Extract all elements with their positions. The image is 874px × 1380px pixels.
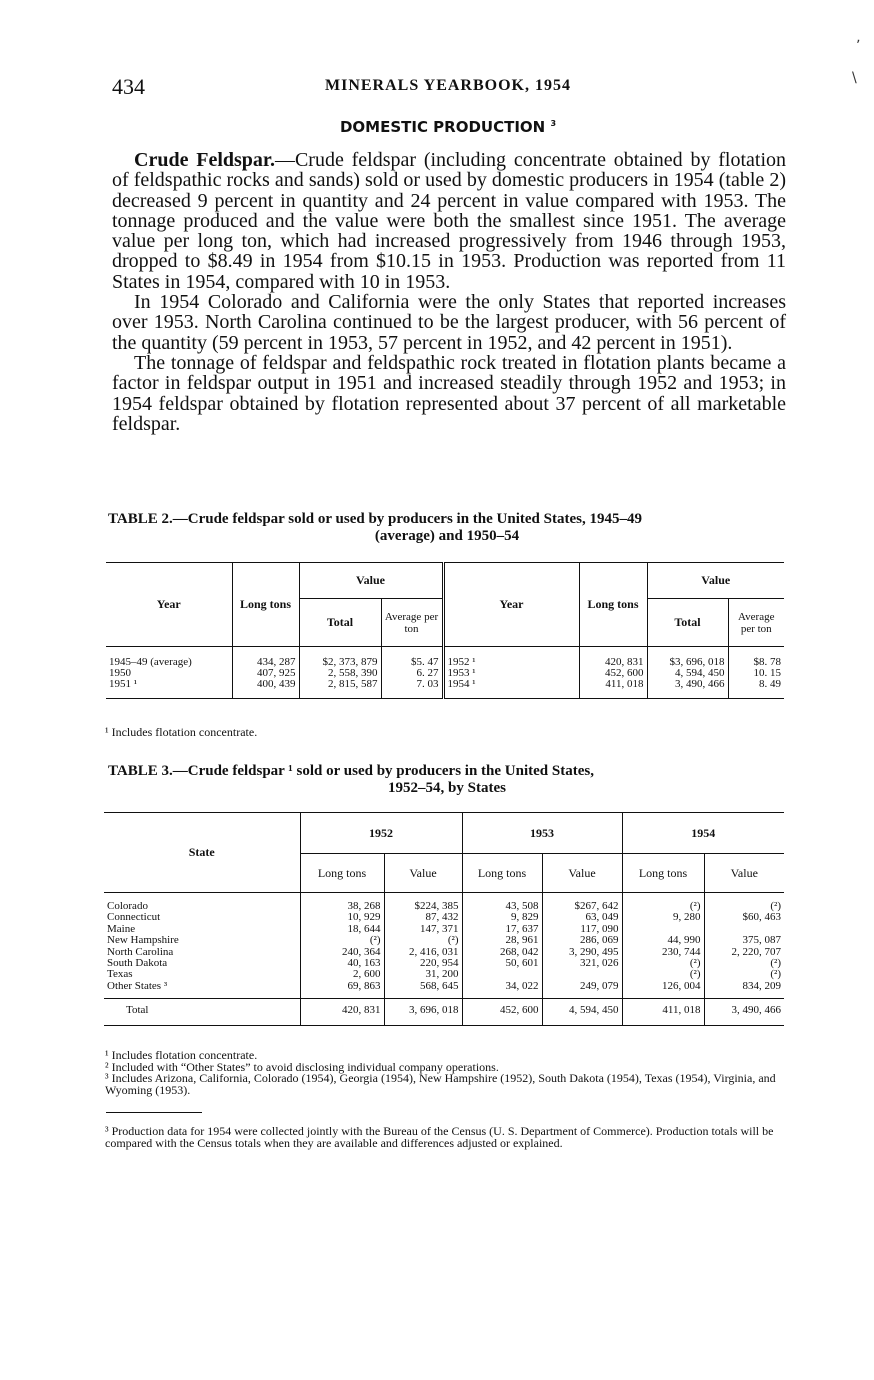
cell-total: $2, 373, 879: [299, 647, 381, 669]
cell-state: Other States ³: [107, 979, 168, 992]
col-long-tons-1952: Long tons: [300, 854, 384, 893]
table3-body: [104, 893, 784, 999]
col-long-tons-1953: Long tons: [462, 854, 542, 893]
col-average-right: Average per ton: [728, 599, 784, 647]
scan-mark: \: [852, 70, 857, 86]
cell-avg: $8. 78: [728, 647, 784, 669]
cell-t52: 240, 364: [300, 947, 384, 958]
col-long-tons-right: Long tons: [579, 563, 647, 647]
table3-footnote-3: ³ Includes Arizona, California, Colorado (1954), Georgia (1954), New Hampshire (1952), South Dakota (1954), Texas (1954), Virginia, and Wyoming (1953).: [105, 1071, 776, 1097]
col-value-1953: Value: [542, 854, 622, 893]
cell-v52: (²): [384, 935, 462, 946]
col-value-1952: Value: [384, 854, 462, 893]
cell-state: Maine: [107, 922, 136, 935]
cell-v52: 31, 200: [384, 969, 462, 980]
cell-year: 1945–49 (average): [109, 656, 192, 668]
cell-tons: 420, 831: [579, 647, 647, 669]
cell-state: North Carolina: [107, 945, 174, 958]
table2-caption: [108, 511, 786, 545]
cell-v54: (²): [704, 958, 784, 969]
col-state: State: [104, 813, 300, 893]
cell-t52: 38, 268: [300, 893, 384, 913]
table-row: [106, 679, 784, 699]
cell-t52: 69, 863: [300, 981, 384, 999]
col-long-tons-1954: Long tons: [622, 854, 704, 893]
cell-state: Colorado: [107, 900, 148, 912]
cell-year: 1951 ¹: [109, 678, 138, 690]
col-total-right: Total: [647, 599, 728, 647]
cell-year: 1950: [109, 667, 131, 679]
table-row: [104, 935, 784, 946]
cell-total: $3, 696, 018: [647, 647, 728, 669]
cell-state: Texas: [107, 968, 133, 981]
cell-v53: 249, 079: [542, 981, 622, 999]
cell-total: 3, 490, 466: [647, 679, 728, 699]
cell-v53: 321, 026: [542, 958, 622, 969]
cell-t52: 10, 929: [300, 912, 384, 923]
cell-t54: 411, 018: [622, 999, 704, 1025]
page-number: 434: [112, 74, 145, 99]
section-title-text: DOMESTIC PRODUCTION: [339, 118, 546, 136]
col-total: Total: [299, 599, 381, 647]
cell-t53: 17, 637: [462, 924, 542, 935]
cell-tons: 452, 600: [579, 668, 647, 679]
cell-year: 1952 ¹: [443, 647, 579, 669]
running-head: MINERALS YEARBOOK, 1954: [325, 77, 571, 94]
table-row: [104, 981, 784, 999]
footnote-rule: [106, 1112, 202, 1113]
table3: [104, 812, 784, 1026]
section-title: [112, 118, 784, 136]
table2-caption-line2: (average) and 1950–54: [374, 528, 520, 544]
table3-footnote-2: ² Included with “Other States” to avoid disclosing individual company operations.: [105, 1059, 499, 1074]
body-text: [112, 150, 786, 434]
cell-t53: 50, 601: [462, 958, 542, 969]
cell-v54: (²): [704, 969, 784, 980]
cell-total: 2, 558, 390: [299, 668, 381, 679]
cell-t54: 44, 990: [622, 935, 704, 946]
table3-caption: [108, 763, 786, 797]
cell-total: 4, 594, 450: [647, 668, 728, 679]
col-year-right: Year: [443, 563, 579, 647]
col-value: Value: [299, 563, 443, 599]
cell-avg: 8. 49: [728, 679, 784, 699]
table2-footnote: ¹ Includes flotation concentrate.: [105, 725, 258, 739]
table3-caption-line2: 1952–54, by States: [388, 780, 506, 796]
table3-footnote-1: ¹ Includes flotation concentrate.: [105, 1048, 258, 1062]
cell-t53: 9, 829: [462, 912, 542, 923]
cell-avg: 10. 15: [728, 668, 784, 679]
cell-v54: 834, 209: [704, 981, 784, 999]
cell-t54: (²): [622, 893, 704, 913]
cell-t54: 230, 744: [622, 947, 704, 958]
col-1952: 1952: [300, 813, 462, 854]
cell-t53: 28, 961: [462, 935, 542, 946]
paragraph-flotation: [112, 353, 786, 434]
cell-state: Connecticut: [107, 911, 161, 924]
col-1953: 1953: [462, 813, 622, 854]
col-value-1954: Value: [704, 854, 784, 893]
cell-total-label: Total: [104, 999, 300, 1025]
page-header: [112, 74, 784, 102]
cell-t53: 268, 042: [462, 947, 542, 958]
cell-t54: (²): [622, 969, 704, 980]
cell-avg: 7. 03: [381, 679, 443, 699]
cell-v52: 147, 371: [384, 924, 462, 935]
cell-year: 1953 ¹: [443, 668, 579, 679]
cell-v53: 3, 290, 495: [542, 947, 622, 958]
paragraph-crude-feldspar: [112, 150, 786, 292]
cell-t52: (²): [300, 935, 384, 946]
cell-t52: 18, 644: [300, 924, 384, 935]
cell-total: 2, 815, 587: [299, 679, 381, 699]
cell-v52: 2, 416, 031: [384, 947, 462, 958]
paragraph-text: —Crude feldspar (including concentrate obtained by flotation of feldspathic rocks and sands) sold or used by domestic producers in 1954 (table 2) decreased 9 percent in quantity and 24 percent in value compared with 1953. The tonnage produced and the value were both the smallest since 1951. The average value per long ton, which had increased progressively from 1946 through 1953, dropped to $8.49 in 1954 from $10.15 in 1953. Production was reported from 11 States in 1954, compared with 10 in 1953.: [112, 149, 786, 293]
col-average: Average per ton: [381, 599, 443, 647]
paragraph-states: [112, 292, 786, 353]
cell-avg: 6. 27: [381, 668, 443, 679]
table-row: [106, 647, 784, 669]
cell-v53: 4, 594, 450: [542, 999, 622, 1025]
table3-footnotes: [105, 1050, 785, 1096]
cell-v54: 375, 087: [704, 935, 784, 946]
col-long-tons: Long tons: [232, 563, 299, 647]
cell-v54: 2, 220, 707: [704, 947, 784, 958]
cell-v52: 3, 696, 018: [384, 999, 462, 1025]
cell-v54: (²): [704, 893, 784, 913]
section-title-footnote-ref: 3: [550, 119, 557, 128]
table-row: [104, 893, 784, 913]
cell-t54: 126, 004: [622, 981, 704, 999]
paragraph-text: In 1954 Colorado and California were the only States that reported increases over 1953. North Carolina continued to be the largest producer, with 56 percent of the quantity (59 percent in 1953, 57 percent in 1952, and 42 percent in 1951).: [112, 291, 786, 354]
cell-v53: 286, 069: [542, 935, 622, 946]
page-footnote: ³ Production data for 1954 were collected jointly with the Bureau of the Census (U. S. Department of Commerce). Production totals will be compared with the Census totals when they are available and differences adjusted or explained.: [105, 1124, 774, 1150]
cell-t53: 43, 508: [462, 893, 542, 913]
cell-t52: 2, 600: [300, 969, 384, 980]
cell-v52: $224, 385: [384, 893, 462, 913]
table-total-row: [104, 999, 784, 1025]
cell-t54: (²): [622, 958, 704, 969]
cell-avg: $5. 47: [381, 647, 443, 669]
cell-tons: 434, 287: [232, 647, 299, 669]
cell-state: South Dakota: [107, 957, 168, 970]
paragraph-text: The tonnage of feldspar and feldspathic rock treated in flotation plants became a factor in feldspar output in 1951 and increased steadily through 1952 and 1953; in 1954 feldspar obtained by flotation represented about 37 percent of all marketable feldspar.: [112, 351, 786, 435]
col-1954: 1954: [622, 813, 784, 854]
cell-t52: 40, 163: [300, 958, 384, 969]
table3-caption-line1: TABLE 3.—Crude feldspar ¹ sold or used by producers in the United States,: [108, 763, 594, 779]
cell-tons: 411, 018: [579, 679, 647, 699]
cell-state: New Hampshire: [107, 934, 179, 947]
cell-t53: 34, 022: [462, 981, 542, 999]
table2-caption-line1: TABLE 2.—Crude feldspar sold or used by producers in the United States, 1945–49: [108, 511, 642, 527]
table2: [106, 562, 784, 699]
cell-v52: 87, 432: [384, 912, 462, 923]
cell-t53: 452, 600: [462, 999, 542, 1025]
paragraph-lead: Crude Feldspar.: [134, 149, 275, 171]
cell-v53: $267, 642: [542, 893, 622, 913]
col-year: Year: [106, 563, 232, 647]
cell-v54: 3, 490, 466: [704, 999, 784, 1025]
cell-tons: 400, 439: [232, 679, 299, 699]
cell-v52: 220, 954: [384, 958, 462, 969]
cell-year: 1954 ¹: [443, 679, 579, 699]
cell-t52: 420, 831: [300, 999, 384, 1025]
cell-t54: 9, 280: [622, 912, 704, 923]
cell-v52: 568, 645: [384, 981, 462, 999]
cell-v53: 117, 090: [542, 924, 622, 935]
cell-v53: 63, 049: [542, 912, 622, 923]
cell-tons: 407, 925: [232, 668, 299, 679]
scan-mark: ʼ: [856, 38, 861, 54]
cell-v54: $60, 463: [704, 912, 784, 923]
col-value-right: Value: [647, 563, 784, 599]
